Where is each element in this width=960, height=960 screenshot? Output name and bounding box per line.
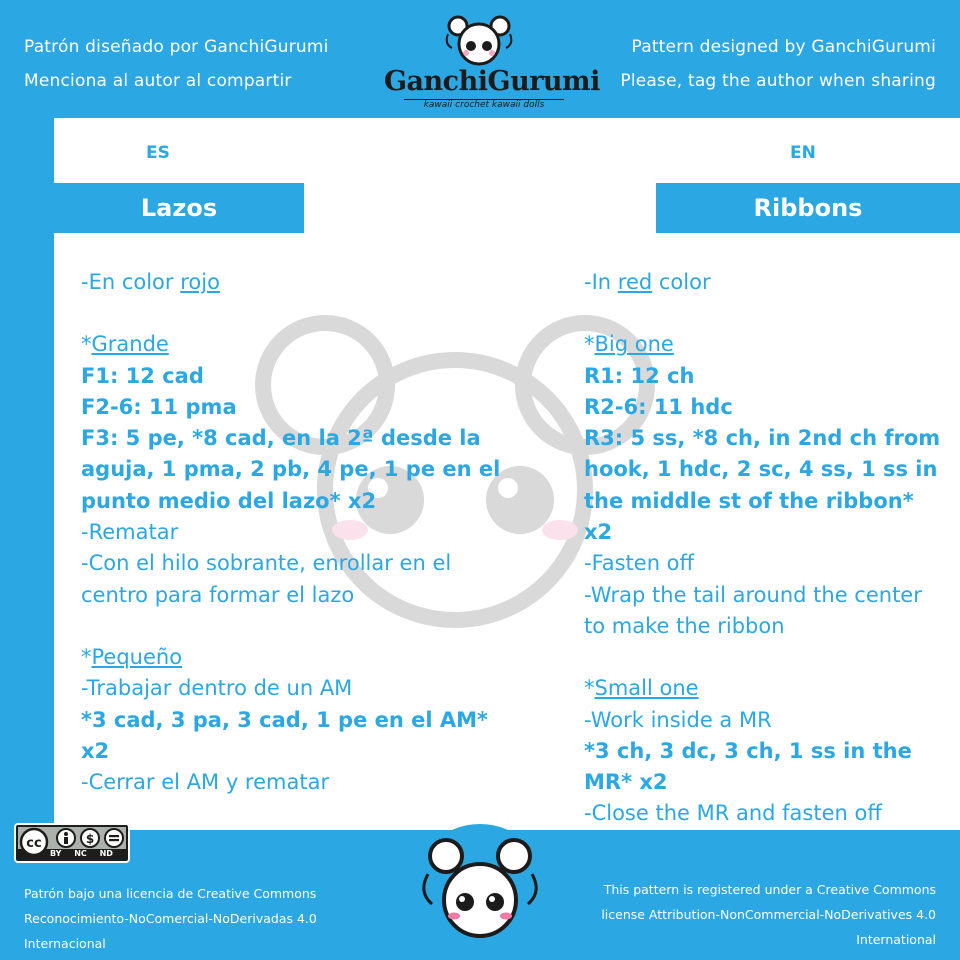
header-tag-es: Menciona al autor al compartir [24,71,292,91]
color-word-es: rojo [180,270,220,294]
big-heading-en: *Big one [584,332,674,357]
header-credit-es: Patrón diseñado por GanchiGurumi [24,37,329,57]
section-title-en: Ribbons [656,183,960,233]
language-label-es: ES [146,143,170,163]
svg-text:$: $ [85,832,95,846]
big-heading-es: *Grande [81,332,169,357]
small-start-en: -Work inside a MR [584,707,772,732]
language-label-en: EN [790,143,816,163]
big-finish-en: -Fasten off [584,551,694,576]
big-wrap-es: -Con el hilo sobrante, enrollar en el centro para formar el lazo [81,551,452,607]
big-round-3-en: R3: 5 ss, *8 ch, in 2nd ch from hook, 1 hdc, 2 sc, 4 ss, 1 ss in the middle st of the ribbon* x2 [584,426,941,545]
mascot-face-icon [410,822,550,960]
big-round-1-en: R1: 12 ch [584,363,695,388]
small-round-es: *3 cad, 3 pa, 3 cad, 1 pe en el AM* x2 [81,707,489,763]
header-tag-en: Please, tag the author when sharing [620,71,936,91]
big-round-3-es: F3: 5 pe, *8 cad, en la 2ª desde la aguja, 1 pma, 2 pb, 4 pe, 1 pe en el punto medio del lazo* x2 [81,426,501,513]
small-finish-es: -Cerrar el AM y rematar [81,770,330,795]
small-finish-en: -Close the MR and fasten off [584,801,882,826]
big-round-2-en: R2-6: 11 hdc [584,394,733,419]
small-start-es: -Trabajar dentro de un AM [81,676,353,701]
color-line-en: -In red color [584,270,711,294]
big-finish-es: -Rematar [81,520,179,545]
small-round-en: *3 ch, 3 dc, 3 ch, 1 ss in the MR* x2 [584,738,912,795]
color-line-es: -En color rojo [81,270,220,294]
color-word-en: red [617,270,653,294]
license-text-es: Patrón bajo una licencia de Creative Commons Reconocimiento-NoComercial-NoDerivadas 4.0 Internacional [24,886,317,951]
svg-text:cc: cc [26,836,42,851]
pattern-column-en [584,267,944,830]
header-credit-en: Pattern designed by GanchiGurumi [631,37,936,57]
big-round-1-es: F1: 12 cad [81,363,204,388]
license-badge-label: BY NC ND [50,849,113,858]
small-heading-es: *Pequeño [81,644,183,669]
header-english [620,30,936,98]
small-heading-en: *Small one [584,676,699,701]
logo-wordmark: GanchiGurumi [384,66,600,97]
logo-tagline: kawaii crochet kawaii dolls [404,99,564,110]
section-title-es: Lazos [54,183,304,233]
creative-commons-badge [14,823,130,863]
header-spanish [24,30,329,98]
mascot-face-icon [444,14,514,68]
ganchigurumi-logo [384,14,600,110]
license-text-en: This pattern is registered under a Creative Commons license Attribution-NonCommercial-NoDerivatives 4.0 International [601,882,936,947]
big-wrap-en: -Wrap the tail around the center to make the ribbon [584,582,922,638]
pattern-column-es [81,267,501,798]
big-round-2-es: F2-6: 11 pma [81,394,237,419]
